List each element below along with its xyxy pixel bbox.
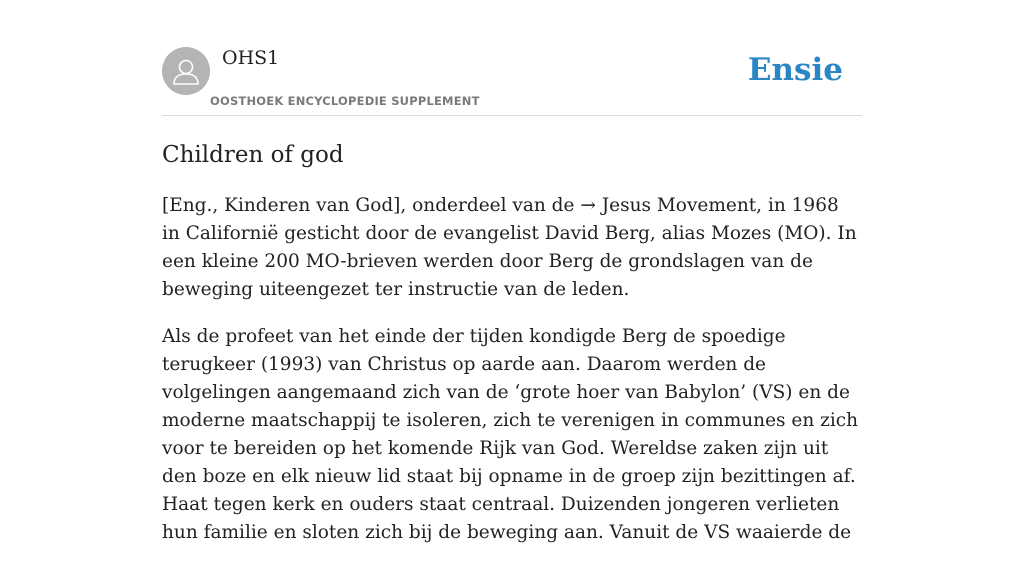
entry-header [162,0,862,116]
entry-title: Children of god [162,142,344,168]
user-avatar[interactable] [162,47,210,95]
source-label[interactable]: OOSTHOEK ENCYCLOPEDIE SUPPLEMENT [210,94,480,108]
user-icon [162,47,210,95]
username-link[interactable]: OHS1 [222,47,280,69]
ensie-logo[interactable]: Ensie [747,52,843,88]
article-paragraph: [Eng., Kinderen van God], onderdeel van de → Jesus Movement, in 1968 in Californië gesticht door de evangelist David Berg, alias Mozes (MO). In een kleine 200 MO-brieven werden door Berg de grondslagen van de beweging uiteengezet ter instructie van de leden. [162,195,857,300]
article-paragraph: Als de profeet van het einde der tijden kondigde Berg de spoedige terugkeer (1993) van Christus op aarde aan. Daarom werden de volgelingen aangemaand zich van de ‘grote hoer van Babylon’ (VS) en de moderne maatschappij te isoleren, zich te verenigen in communes en zich voor te bereiden op het komende Rijk van God. Wereldse zaken zijn uit den boze en elk nieuw lid staat bij opname in de groep zijn bezittingen af. Haat tegen kerk en ouders staat centraal. Duizenden jongeren verlieten hun familie en sloten zich bij de beweging aan. Vanuit de VS waaierde de [162,326,859,543]
article-body [162,192,862,566]
